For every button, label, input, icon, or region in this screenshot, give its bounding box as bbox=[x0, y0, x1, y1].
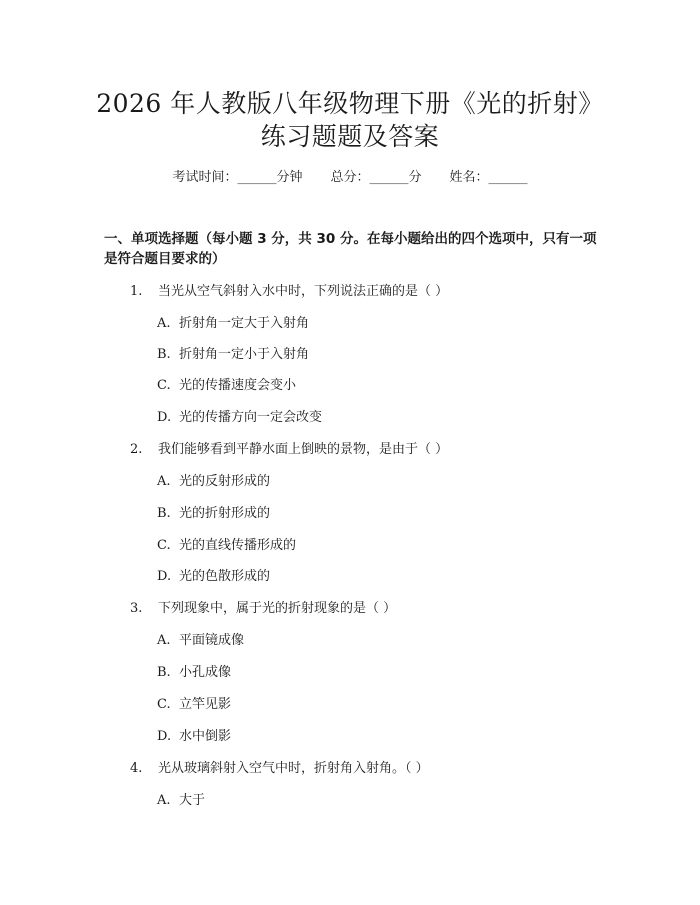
option-text: 光的直线传播形成的 bbox=[179, 538, 297, 553]
option-text: 光的传播速度会变小 bbox=[179, 378, 297, 393]
question-2-option-d bbox=[157, 568, 270, 586]
option-letter: D. bbox=[157, 410, 172, 425]
option-letter: C. bbox=[157, 697, 171, 712]
option-letter: D. bbox=[157, 729, 172, 744]
option-letter: D. bbox=[157, 569, 172, 584]
question-1-option-b bbox=[157, 346, 309, 364]
question-1-option-a bbox=[157, 315, 309, 333]
document-title-line-2: 练习题题及答案 bbox=[260, 122, 440, 151]
question-1 bbox=[130, 283, 448, 301]
question-1-option-d bbox=[157, 409, 322, 427]
question-4-option-a bbox=[157, 792, 205, 810]
total-score-label: 总分： bbox=[330, 170, 370, 185]
exam-time-unit: 分钟 bbox=[276, 170, 303, 185]
question-3-option-d bbox=[157, 728, 231, 746]
option-text: 水中倒影 bbox=[179, 729, 232, 744]
document-title-line-1: 2026 年人教版八年级物理下册《光的折射》 bbox=[96, 89, 604, 118]
question-1-option-c bbox=[157, 377, 296, 395]
question-text: 我们能够看到平静水面上倒映的景物，是由于（ ） bbox=[158, 442, 449, 457]
question-number: 1. bbox=[130, 284, 143, 299]
question-text: 下列现象中，属于光的折射现象的是（ ） bbox=[158, 601, 397, 616]
option-text: 折射角一定大于入射角 bbox=[179, 316, 310, 331]
question-number: 4. bbox=[130, 761, 143, 776]
option-text: 光的折射形成的 bbox=[179, 506, 271, 521]
option-letter: A. bbox=[157, 793, 171, 808]
option-text: 小孔成像 bbox=[179, 665, 232, 680]
question-3 bbox=[130, 600, 396, 618]
option-letter: A. bbox=[157, 474, 171, 489]
question-number: 2. bbox=[130, 442, 143, 457]
exam-info-line bbox=[0, 169, 700, 187]
section-heading-line-1: 一、单项选择题（每小题 3 分，共 30 分。在每小题给出的四个选项中，只有一项 bbox=[104, 231, 597, 247]
question-4 bbox=[130, 760, 429, 778]
option-text: 光的传播方向一定会改变 bbox=[179, 410, 323, 425]
question-number: 3. bbox=[130, 601, 143, 616]
option-text: 光的色散形成的 bbox=[179, 569, 271, 584]
question-text: 光从玻璃斜射入空气中时，折射角入射角。（ ） bbox=[158, 761, 429, 776]
option-letter: C. bbox=[157, 378, 171, 393]
option-text: 折射角一定小于入射角 bbox=[179, 347, 310, 362]
option-letter: A. bbox=[157, 633, 171, 648]
question-2-option-c bbox=[157, 537, 296, 555]
option-letter: B. bbox=[157, 506, 171, 521]
student-name-label: 姓名： bbox=[449, 170, 489, 185]
total-score-unit: 分 bbox=[408, 170, 422, 185]
student-name-blank: ______ bbox=[488, 170, 528, 185]
option-text: 立竿见影 bbox=[179, 697, 232, 712]
option-text: 大于 bbox=[179, 793, 206, 808]
question-2-option-b bbox=[157, 505, 270, 523]
total-score-blank: ______ bbox=[369, 170, 409, 185]
exam-time-blank: ______ bbox=[237, 170, 277, 185]
question-3-option-a bbox=[157, 632, 244, 650]
question-2 bbox=[130, 441, 448, 459]
question-text: 当光从空气斜射入水中时，下列说法正确的是（ ） bbox=[158, 284, 449, 299]
option-letter: B. bbox=[157, 665, 171, 680]
option-letter: C. bbox=[157, 538, 171, 553]
question-3-option-b bbox=[157, 664, 231, 682]
option-letter: A. bbox=[157, 316, 171, 331]
question-2-option-a bbox=[157, 473, 270, 491]
section-heading-line-2: 是符合题目要求的） bbox=[104, 251, 226, 267]
question-3-option-c bbox=[157, 696, 231, 714]
option-text: 光的反射形成的 bbox=[179, 474, 271, 489]
option-letter: B. bbox=[157, 347, 171, 362]
option-text: 平面镜成像 bbox=[179, 633, 245, 648]
exam-time-label: 考试时间： bbox=[172, 170, 238, 185]
